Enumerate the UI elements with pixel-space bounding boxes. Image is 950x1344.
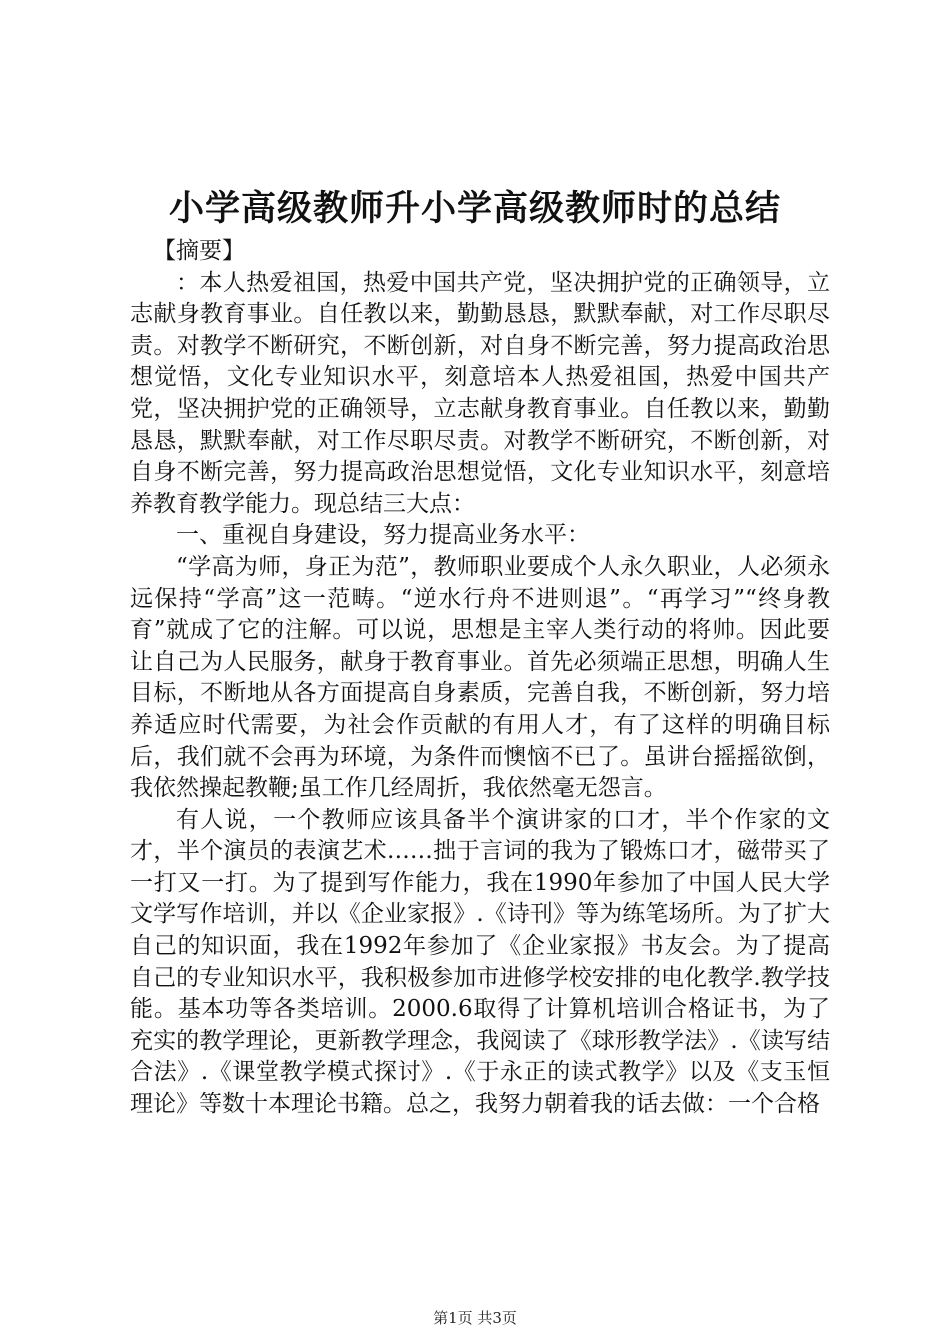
document-title: 小学高级教师升小学高级教师时的总结 [168,188,781,229]
document-body [130,236,830,1121]
abstract-paragraph: ：本人热爱祖国，热爱中国共产党，坚决拥护党的正确领导，立志献身教育事业。自任教以来，勤勤恳恳，默默奉献，对工作尽职尽责。对教学不断研究，不断创新，对自身不断完善，努力提高政治思想觉悟，文化专业知识水平，刻意培本人热爱祖国，热爱中国共产党，坚决拥护党的正确领导，立志献身教育事业。自任教以来，勤勤恳恳，默默奉献，对工作尽职尽责。对教学不断研究，不断创新，对自身不断完善，努力提高政治思想觉悟，文化专业知识水平，刻意培养教育教学能力。现总结三大点： [130,269,830,517]
page-number-footer: 第1页 共3页 [433,1309,517,1327]
body-paragraph: 有人说，一个教师应该具备半个演讲家的口才，半个作家的文才，半个演员的表演艺术……拙于言词的我为了锻炼口才，磁带买了一打又一打。为了提到写作能力，我在1990年参加了中国人民大学文学写作培训，并以《企业家报》.《诗刊》等为练笔场所。为了扩大自己的知识面，我在1992年参加了《企业家报》书友会。为了提高自己的专业知识水平，我积极参加市进修学校安排的电化教学.教学技能。基本功等各类培训。2000.6取得了计算机培训合格证书，为了充实的教学理论，更新教学理念，我阅读了《球形教学法》.《读写结合法》.《课堂教学模式探讨》.《于永正的读式教学》以及《支玉恒理论》等数十本理论书籍。总之，我努力朝着我的话去做：一个合格 [130,806,830,1118]
body-paragraph: “学高为师，身正为范”，教师职业要成个人永久职业，人必须永远保持“学高”这一范畴。“逆水行舟不进则退”。“再学习”“终身教育”就成了它的注解。可以说，思想是主宰人类行动的将帅。因此要让自己为人民服务，献身于教育事业。首先必须端正思想，明确人生目标，不断地从各方面提高自身素质，完善自我，不断创新，努力培养适应时代需要，为社会作贡献的有用人才，有了这样的明确目标后，我们就不会再为环境，为条件而懊恼不已了。虽讲台摇摇欲倒，我依然操起教鞭;虽工作几经周折，我依然毫无怨言。 [130,553,830,802]
section-heading: 一、重视自身建设，努力提高业务水平： [176,522,590,549]
abstract-label: 【摘要】 [153,238,245,264]
